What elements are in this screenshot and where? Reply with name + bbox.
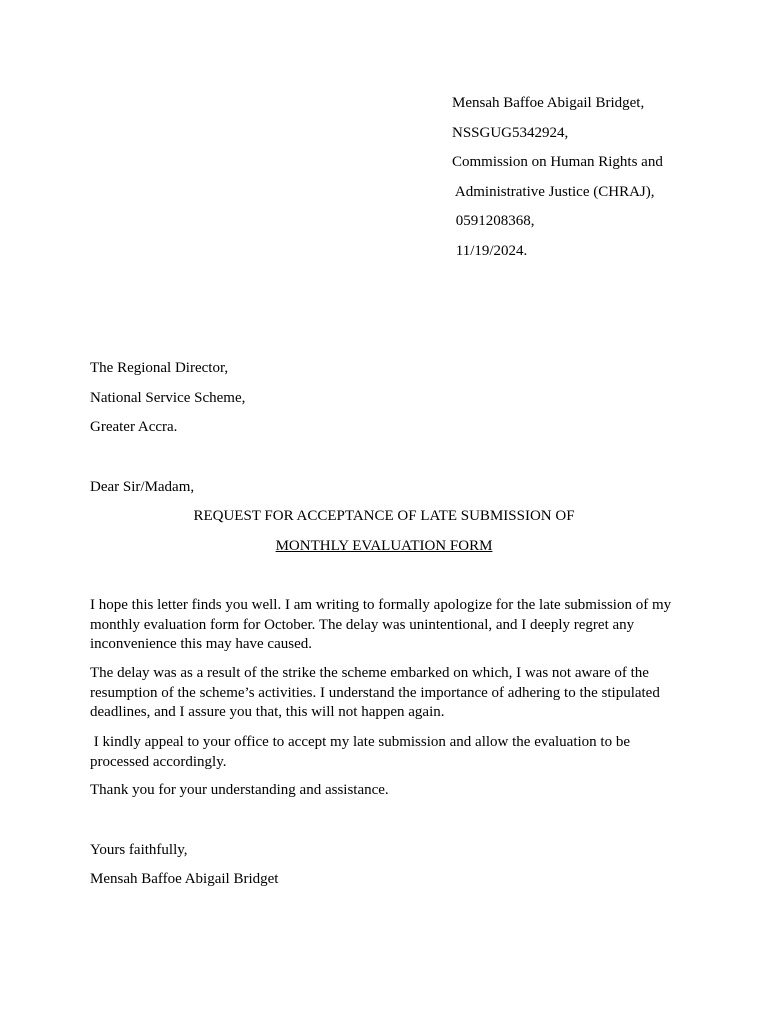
sender-address-block bbox=[452, 93, 752, 270]
body-paragraph-2 bbox=[90, 664, 680, 723]
paragraph-text: The delay was as a result of the strike the scheme embarked on which, I was not aware of the resumption of the scheme’s activities. I understand the importance of adhering to the stipulated deadlines, and I assure you that, this will not happen again. bbox=[90, 665, 660, 720]
subject-line-1: REQUEST FOR ACCEPTANCE OF LATE SUBMISSION OF bbox=[193, 508, 575, 524]
signature-name: Mensah Baffoe Abigail Bridget bbox=[90, 871, 279, 887]
sender-phone: 0591208368, bbox=[452, 213, 535, 229]
sender-id: NSSGUG5342924, bbox=[452, 124, 569, 141]
recipient-title: The Regional Director, bbox=[90, 360, 229, 376]
sender-date: 11/19/2024. bbox=[452, 242, 528, 259]
sender-organization-line-2: Administrative Justice (CHRAJ), bbox=[452, 183, 655, 200]
body-paragraph-3 bbox=[90, 733, 680, 772]
body-paragraph-4 bbox=[90, 781, 680, 801]
body-paragraph-1 bbox=[90, 596, 680, 655]
sender-organization-line-1: Commission on Human Rights and bbox=[452, 154, 663, 170]
paragraph-text: I hope this letter finds you well. I am writing to formally apologize for the late submission of my monthly evaluation form for October. The delay was unintentional, and I deeply regret any inconvenience this may have caused. bbox=[90, 597, 672, 652]
recipient-address-block bbox=[90, 358, 490, 447]
salutation: Dear Sir/Madam, bbox=[90, 479, 195, 495]
paragraph-text: Thank you for your understanding and assistance. bbox=[90, 782, 389, 798]
valediction: Yours faithfully, bbox=[90, 842, 188, 858]
paragraph-text: I kindly appeal to your office to accept my late submission and allow the evaluation to be processed accordingly. bbox=[90, 734, 634, 770]
recipient-organization: National Service Scheme, bbox=[90, 389, 246, 406]
subject-line-2: MONTHLY EVALUATION FORM bbox=[275, 538, 493, 554]
sender-name: Mensah Baffoe Abigail Bridget, bbox=[452, 95, 645, 111]
recipient-location: Greater Accra. bbox=[90, 419, 178, 435]
